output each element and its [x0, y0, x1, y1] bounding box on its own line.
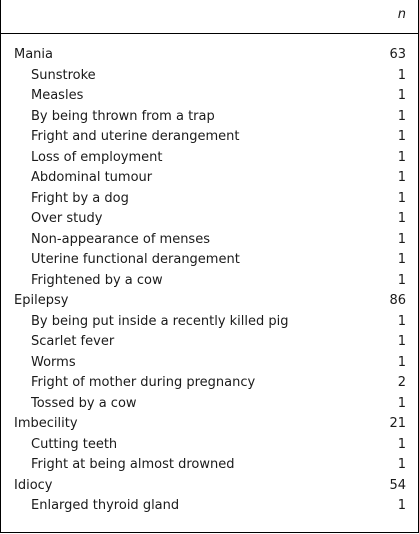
cause-count: 1	[397, 395, 406, 411]
cause-row	[1, 230, 418, 251]
group-row	[1, 291, 418, 312]
group-label: Mania	[14, 47, 53, 62]
cause-count: 1	[397, 334, 406, 349]
cause-label: Fright by a dog	[31, 190, 129, 206]
cause-count: 1	[397, 354, 406, 370]
group-row	[1, 414, 418, 435]
cause-count: 2	[397, 375, 406, 390]
cause-row	[1, 127, 418, 148]
cause-label: Fright at being almost drowned	[31, 457, 235, 472]
cause-row	[1, 148, 418, 169]
cause-label: Fright and uterine derangement	[31, 129, 240, 144]
table-body	[1, 45, 418, 517]
cause-label: Abdominal tumour	[31, 170, 153, 185]
cause-count: 1	[397, 252, 406, 267]
cause-row	[1, 86, 418, 107]
group-count: 54	[389, 477, 406, 493]
cause-count: 1	[397, 170, 406, 185]
cause-row	[1, 332, 418, 353]
table-header	[1, 0, 418, 34]
cause-label: By being thrown from a trap	[31, 108, 215, 124]
cause-label: Worms	[31, 354, 76, 370]
cause-label: Loss of employment	[31, 149, 163, 165]
cause-label: Cutting teeth	[31, 436, 118, 452]
cause-count: 1	[397, 436, 406, 452]
cause-row	[1, 271, 418, 292]
cause-label: By being put inside a recently killed pig	[31, 313, 289, 329]
cause-label: Measles	[31, 88, 84, 103]
cause-row	[1, 250, 418, 271]
group-label: Epilepsy	[14, 293, 69, 308]
cause-row	[1, 435, 418, 456]
cause-count: 1	[397, 211, 406, 226]
cause-row	[1, 373, 418, 394]
cause-count: 1	[397, 272, 406, 288]
group-label: Idiocy	[14, 477, 53, 493]
cause-label: Sunstroke	[31, 67, 96, 83]
cause-row	[1, 496, 418, 517]
cause-label: Scarlet fever	[31, 334, 115, 349]
cause-label: Fright of mother during pregnancy	[31, 375, 256, 390]
cause-count: 1	[397, 129, 406, 144]
cause-label: Tossed by a cow	[31, 395, 137, 411]
cause-row	[1, 189, 418, 210]
cause-row	[1, 394, 418, 415]
cause-label: Enlarged thyroid gland	[31, 498, 180, 513]
cause-count: 1	[397, 498, 406, 513]
cause-row	[1, 312, 418, 333]
cause-count: 1	[397, 108, 406, 124]
group-count: 63	[389, 47, 406, 62]
count-column-header: n	[397, 7, 406, 22]
cause-row	[1, 168, 418, 189]
group-count: 21	[389, 416, 406, 431]
cause-count: 1	[397, 231, 406, 247]
cause-row	[1, 209, 418, 230]
cause-label: Over study	[31, 211, 103, 226]
cause-count: 1	[397, 457, 406, 472]
cause-count: 1	[397, 67, 406, 83]
cause-count: 1	[397, 313, 406, 329]
cause-label: Non-appearance of menses	[31, 231, 210, 247]
cause-label: Frightened by a cow	[31, 272, 163, 288]
cause-count: 1	[397, 149, 406, 165]
cause-row	[1, 353, 418, 374]
cause-count: 1	[397, 190, 406, 206]
group-row	[1, 45, 418, 66]
cause-row	[1, 107, 418, 128]
group-count: 86	[389, 293, 406, 308]
cause-row	[1, 455, 418, 476]
cause-count: 1	[397, 88, 406, 103]
group-row	[1, 476, 418, 497]
cause-row	[1, 66, 418, 87]
cause-label: Uterine functional derangement	[31, 252, 240, 267]
group-label: Imbecility	[14, 416, 78, 431]
